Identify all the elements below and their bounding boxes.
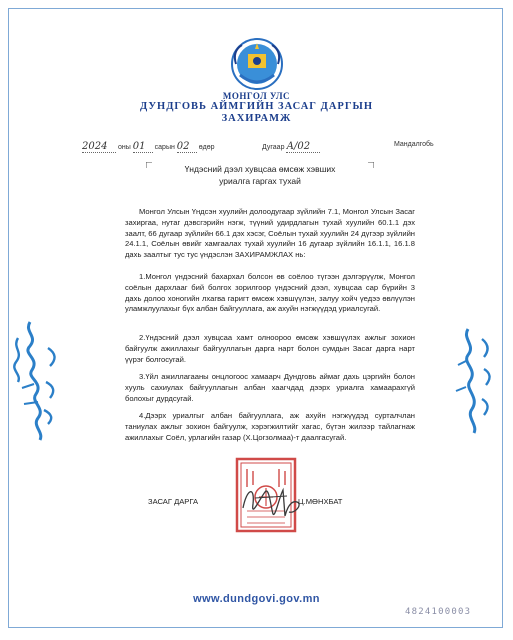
place: Мандалгобь: [394, 141, 434, 148]
document-number: А/02: [286, 141, 320, 153]
date-month: 01: [133, 141, 153, 153]
order-item-2: 2.Үндэсний дээл хувцсаа хамт олноороо өмсөж хэвшүүлэх ажлыг зохион байгуулж ажиллахыг байгууллагын дарга нарт болон сумдын Засаг дарга нарт үүрэг болгосугай.: [125, 333, 415, 364]
document-serial-number: 4824100003: [405, 607, 472, 617]
subject-line2: уриалга гаргах тухай: [219, 176, 301, 186]
date-day: 02: [177, 141, 197, 153]
mongolian-script-calligraphy-left: [10, 318, 65, 443]
header-doc-type: ЗАХИРАМЖ: [221, 113, 292, 124]
number-line: [262, 141, 320, 153]
preamble-paragraph: Монгол Улсын Үндсэн хуулийн долоодугаар зүйлийн 7.1, Монгол Улсын Засаг захиргаа, нутаг дэвсгэрийн нэгж, түүний удирдлагын тухай хуулийн 60.1.1 дэх заалт, 66 дугаар зүйлийн 66.1 дэх хэсэг, Соёлын тухай хуулийн 24 дүгээр зүйлийн 24.1.1, Соёлын өвийг хамгаалах тухай хуулийн 16 дугаар зүйлийн 16.1.1, 16.1.8 дахь заалтыг тус тус үндэслэн ЗАХИРАМЖЛАХ нь:: [125, 207, 415, 260]
date-day-suffix: өдөр: [198, 144, 215, 151]
subject-line1: Үндэсний дээл хувцсаа өмсөж хэвших: [184, 164, 336, 174]
header-country: МОНГОЛ УЛС: [222, 91, 291, 101]
order-item-3: 3.Үйл ажиллагааны онцлогоос хамаарч Дундговь аймаг дахь цэргийн болон хууль сахиулах байгууллагын албан хаагчдад дээрх уриалга хамаарахгүй болохыг дурдсугай.: [125, 372, 415, 403]
order-item-4: 4.Дээрх уриалгыг албан байгууллага, аж ахуйн нэгжүүдэд сурталчлан таниулах ажлыг зохион байгуулж, хэрэгжилтийг хагас, бүтэн жилээр тайлагнаж ажиллахыг Соёл, урлагийн газар (Х.Цогзолмаа)-т даалгасугай.: [125, 411, 415, 442]
date-month-suffix: сарын: [154, 144, 175, 151]
subject: [150, 163, 370, 187]
signatory-name: Ц.МӨНХБАТ: [298, 497, 343, 506]
header-organization: ДУНДГОВЬ АЙМГИЙН ЗАСАГ ДАРГЫН: [139, 101, 373, 112]
number-label: Дугаар: [262, 144, 285, 151]
mongolian-script-calligraphy-right: [452, 325, 497, 435]
date-line: [82, 141, 215, 153]
signatory-title: ЗАСАГ ДАРГА: [148, 497, 199, 506]
date-year-suffix: оны: [117, 144, 131, 151]
order-item-1: 1.Монгол үндэсний бахархал болсон өв соёлоо түгээн дэлгэрүүлж, Монгол соёлын дархлааг бий болгох зорилгоор үндэсний дээл, хувцсаа сар бүрийн 3 дахь долоо хоногийн лхагва гаригт өмсөж хэвшүүлэн, залуу хойч үедээ өвлүүлэн уламжлуулахыг бүх албан байгууллага, аж ахуйн нэгжүүдэд уриалсугай.: [125, 272, 415, 314]
mongolia-emblem-icon: [228, 37, 286, 91]
date-year: 2024: [82, 141, 116, 153]
footer-website-link[interactable]: www.dundgovi.gov.mn: [193, 593, 320, 605]
